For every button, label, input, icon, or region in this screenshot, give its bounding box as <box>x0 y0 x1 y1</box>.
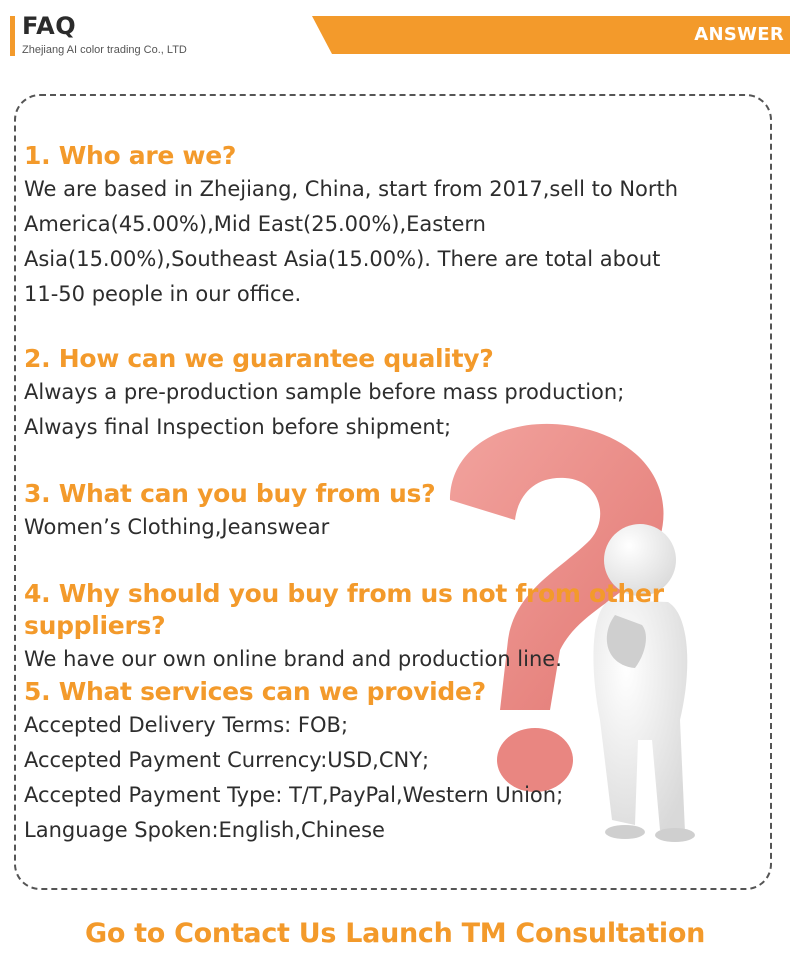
faq-answer-line: Asia(15.00%),Southeast Asia(15.00%). There are total about <box>24 247 661 271</box>
faq-answer-line: We are based in Zhejiang, China, start from 2017,sell to North <box>24 177 679 201</box>
header-accent-bar <box>10 16 15 56</box>
faq-item-2 <box>24 343 764 445</box>
faq-answer-line: Always final Inspection before shipment; <box>24 415 452 439</box>
page-title: FAQ <box>22 12 77 40</box>
faq-answer-line: Language Spoken:English,Chinese <box>24 818 385 842</box>
faq-question-4: 4. Why should you buy from us not from other suppliers? <box>24 579 664 640</box>
faq-answer-line: 11-50 people in our office. <box>24 282 302 306</box>
faq-question-5: 5. What services can we provide? <box>24 677 486 706</box>
faq-item-5 <box>24 676 764 848</box>
faq-answer-line: Accepted Delivery Terms: FOB; <box>24 713 349 737</box>
faq-answer-line: America(45.00%),Mid East(25.00%),Eastern <box>24 212 486 236</box>
faq-answer-line: Women’s Clothing,Jeanswear <box>24 515 330 539</box>
faq-question-3: 3. What can you buy from us? <box>24 479 436 508</box>
contact-cta-link[interactable]: Go to Contact Us Launch TM Consultation <box>84 918 706 949</box>
faq-answer-line: We have our own online brand and production line. <box>24 647 562 671</box>
answer-label: ANSWER <box>694 24 784 45</box>
faq-item-1 <box>24 140 764 312</box>
faq-question-2: 2. How can we guarantee quality? <box>24 344 494 373</box>
company-name: Zhejiang AI color trading Co., LTD <box>22 44 187 56</box>
faq-question-1: 1. Who are we? <box>24 141 237 170</box>
faq-answer-line: Accepted Payment Currency:USD,CNY; <box>24 748 430 772</box>
faq-answer-line: Always a pre-production sample before mass production; <box>24 380 625 404</box>
faq-answer-line: Accepted Payment Type: T/T,PayPal,Western Union; <box>24 783 564 807</box>
faq-item-3 <box>24 478 764 545</box>
faq-item-4 <box>24 578 764 677</box>
